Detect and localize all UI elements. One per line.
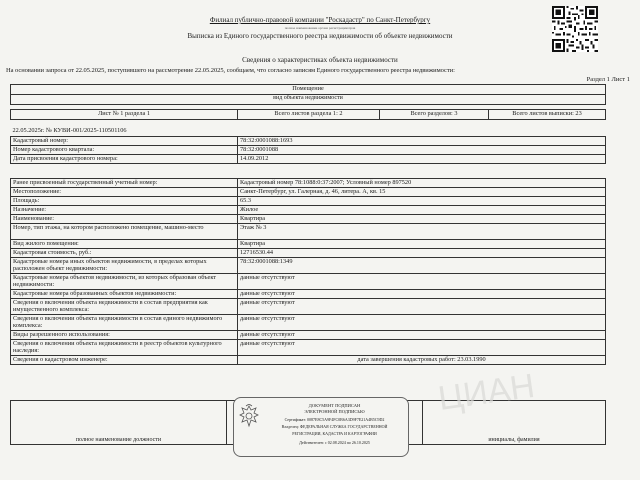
intro-text: На основании запроса от 22.05.2025, поступившего на рассмотрение 22.05.2025, сообщаем, что согласно записям Единого государственного реестра недвижимости: [6,67,455,74]
stamp-owner: Владелец: ФЕДЕРАЛЬНАЯ СЛУЖБА ГОСУДАРСТВЕННОЙ [281,424,388,429]
detail-label: Сведения о включении объекта недвижимости в состав предприятия как имущественного комплекса: [11,299,238,315]
emblem-icon [238,404,260,430]
stamp-cert: Сертификат: 0087E8C5A9F4FC0B6A3D9F7E21A4B5C9D2 [284,417,385,422]
detail-value: Этаж № 3 [238,224,606,240]
detail-label: Кадастровые номера образованных объектов недвижимости: [11,290,238,299]
stamp-title-2: ЭЛЕКТРОННОЙ ПОДПИСЬЮ [304,409,365,414]
detail-value: 78:32:0001088:1349 [238,258,606,274]
document-subtitle: Сведения о характеристиках объекта недвижимости [242,56,398,64]
sheet-label: Лист № 1 раздела 1 [11,110,238,120]
stamp-title: ДОКУМЕНТ ПОДПИСАН [308,403,361,408]
detail-value: данные отсутствуют [238,274,606,290]
doc-number: 22.05.2025г. № КУВИ-001/2025-110501106 [11,127,606,136]
name-caption: инициалы, фамилия [423,401,606,445]
object-kind-caption: вид объекта недвижимости [11,95,606,105]
e-signature-stamp [233,397,409,457]
registry-label: Дата присвоения кадастрового номера: [11,154,238,163]
document-title: Выписка из Единого государственного реестра недвижимости об объекте недвижимости [187,32,453,40]
detail-label: Кадастровые номера объектов недвижимости, из которых образован объект недвижимости: [11,274,238,290]
detail-label: Кадастровые номера иных объектов недвижимости, в пределах которых расположен объект недвижимости: [11,258,238,274]
sections-total: Всего разделов: 3 [380,110,489,120]
detail-label: Кадастровая стоимость, руб.: [11,249,238,258]
detail-label: Сведения о включении объекта недвижимости в состав единого недвижимого комплекса: [11,315,238,331]
qr-code [552,6,598,52]
detail-value: Квартира [238,215,606,224]
detail-value: данные отсутствуют [238,331,606,340]
registry-value: 78:32:0001088:1693 [238,136,606,145]
sheets-in-section: Всего листов раздела 1: 2 [238,110,380,120]
object-kind-table [10,84,606,120]
detail-value: Санкт-Петербург, ул. Галерная, д. 46, литера. А, кв. 15 [238,188,606,197]
detail-label: Сведения о кадастровом инженере: [11,356,238,365]
registry-value: 14.09.2012 [238,154,606,163]
detail-value: 12716530.44 [238,249,606,258]
detail-label: Виды разрешенного использования: [11,331,238,340]
position-caption: полное наименование должности [11,401,227,445]
org-name: Филиал публично-правовой компании "Роскадастр" по Санкт-Петербургу [209,16,431,24]
stamp-owner-2: РЕГИСТРАЦИИ, КАДАСТРА И КАРТОГРАФИИ [292,431,377,436]
detail-value: данные отсутствуют [238,299,606,315]
detail-value: Жилое [238,206,606,215]
detail-label: Назначение: [11,206,238,215]
detail-value: Кадастровый номер 78:1088:0:37:2007; Условный номер 897520 [238,179,606,188]
detail-label: Наименование: [11,215,238,224]
registry-value: 78:32:0001088 [238,145,606,154]
detail-value: данные отсутствуют [238,340,606,356]
detail-value: дата завершения кадастровых работ: 23.03.1990 [238,356,606,365]
registry-label: Кадастровый номер: [11,136,238,145]
detail-label: Номер, тип этажа, на котором расположено помещение, машино-место [11,224,238,240]
detail-label: Сведения о включении объекта недвижимости в реестр объектов культурного наследия: [11,340,238,356]
detail-value: 65.3 [238,197,606,206]
registry-table [10,127,606,164]
part-label: Раздел 1 Лист 1 [586,76,630,83]
detail-label: Вид жилого помещения: [11,240,238,249]
stamp-valid: Действителен: с 02.08.2024 по 26.10.2025 [299,440,370,445]
detail-value: данные отсутствуют [238,290,606,299]
sheets-total: Всего листов выписки: 23 [489,110,606,120]
detail-label: Местоположение: [11,188,238,197]
detail-value: данные отсутствуют [238,315,606,331]
registry-label: Номер кадастрового квартала: [11,145,238,154]
detail-label: Ранее присвоенный государственный учетный номер: [11,179,238,188]
detail-value: Квартира [238,240,606,249]
object-kind: Помещение [11,85,606,95]
detail-label: Площадь: [11,197,238,206]
svg-text:ЦИАН: ЦИАН [435,366,537,418]
details-table [10,178,606,365]
org-caption: полное наименование органа регистрации прав [284,26,356,30]
